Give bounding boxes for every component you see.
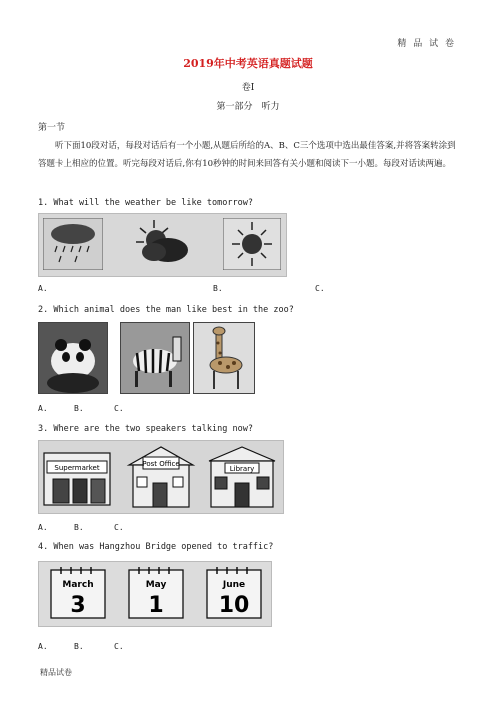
q2-option-c[interactable]: C. xyxy=(114,404,124,413)
calendar-june-image xyxy=(203,566,265,622)
library-image xyxy=(205,443,279,511)
calendar-may-image xyxy=(125,566,187,622)
calendar-month-c: June xyxy=(222,580,246,590)
calendar-march-image xyxy=(47,566,109,622)
q4-image-strip xyxy=(38,561,272,627)
header-stamp: 精 品 试 卷 xyxy=(397,39,456,49)
panda-image xyxy=(38,322,108,394)
cloudy-sun-icon xyxy=(134,218,194,270)
section-label: 第一节 xyxy=(38,123,66,133)
instructions: 听下面10段对话，每段对话后有一个小题,从题后所给的A、B、C三个选项中选出最佳答案,并将答案转涂到答题卡上相应的位置。听完每段对话后,你有10秒钟的时间来回答有关小题和阅读下一小题。每段对话读两遍。 xyxy=(38,141,456,169)
zebra-image xyxy=(120,322,190,394)
post-office-image xyxy=(125,443,197,511)
calendar-month-b: May xyxy=(145,580,167,590)
q1-image-strip xyxy=(38,213,287,277)
post-office-sign: Post Office xyxy=(142,460,180,468)
calendar-day-b: 1 xyxy=(148,593,164,618)
volume-label: 卷Ⅰ xyxy=(241,83,255,93)
q4-option-a[interactable]: A. xyxy=(38,642,48,651)
q3-image-strip xyxy=(38,440,284,514)
sunny-icon xyxy=(223,218,281,270)
q1-option-c[interactable]: C. xyxy=(315,284,325,293)
part-label: 第一部分 听力 xyxy=(216,102,280,112)
q2-option-b[interactable]: B. xyxy=(74,404,84,413)
rain-icon xyxy=(43,218,103,270)
supermarket-sign: Supermarket xyxy=(54,464,100,472)
q3-option-a[interactable]: A. xyxy=(38,523,48,532)
q4-option-c[interactable]: C. xyxy=(114,642,124,651)
question-3: 3. Where are the two speakers talking now? xyxy=(38,424,253,434)
page-title: 2019年中考英语真题试题 xyxy=(183,57,313,70)
calendar-day-c: 10 xyxy=(218,593,250,618)
q1-option-a[interactable]: A. xyxy=(38,284,48,293)
q3-option-b[interactable]: B. xyxy=(74,523,84,532)
q2-option-a[interactable]: A. xyxy=(38,404,48,413)
footer-stamp: 精品试卷 xyxy=(40,668,72,677)
question-4: 4. When was Hangzhou Bridge opened to traffic? xyxy=(38,542,274,552)
giraffe-image xyxy=(193,322,255,394)
supermarket-image xyxy=(41,447,113,509)
calendar-month-a: March xyxy=(62,580,94,590)
question-2: 2. Which animal does the man like best in the zoo? xyxy=(38,305,294,315)
q3-option-c[interactable]: C. xyxy=(114,523,124,532)
question-1: 1. What will the weather be like tomorrow? xyxy=(38,198,253,208)
q4-option-b[interactable]: B. xyxy=(74,642,84,651)
library-sign: Library xyxy=(229,465,255,473)
calendar-day-a: 3 xyxy=(70,593,86,618)
q1-option-b[interactable]: B. xyxy=(213,284,223,293)
